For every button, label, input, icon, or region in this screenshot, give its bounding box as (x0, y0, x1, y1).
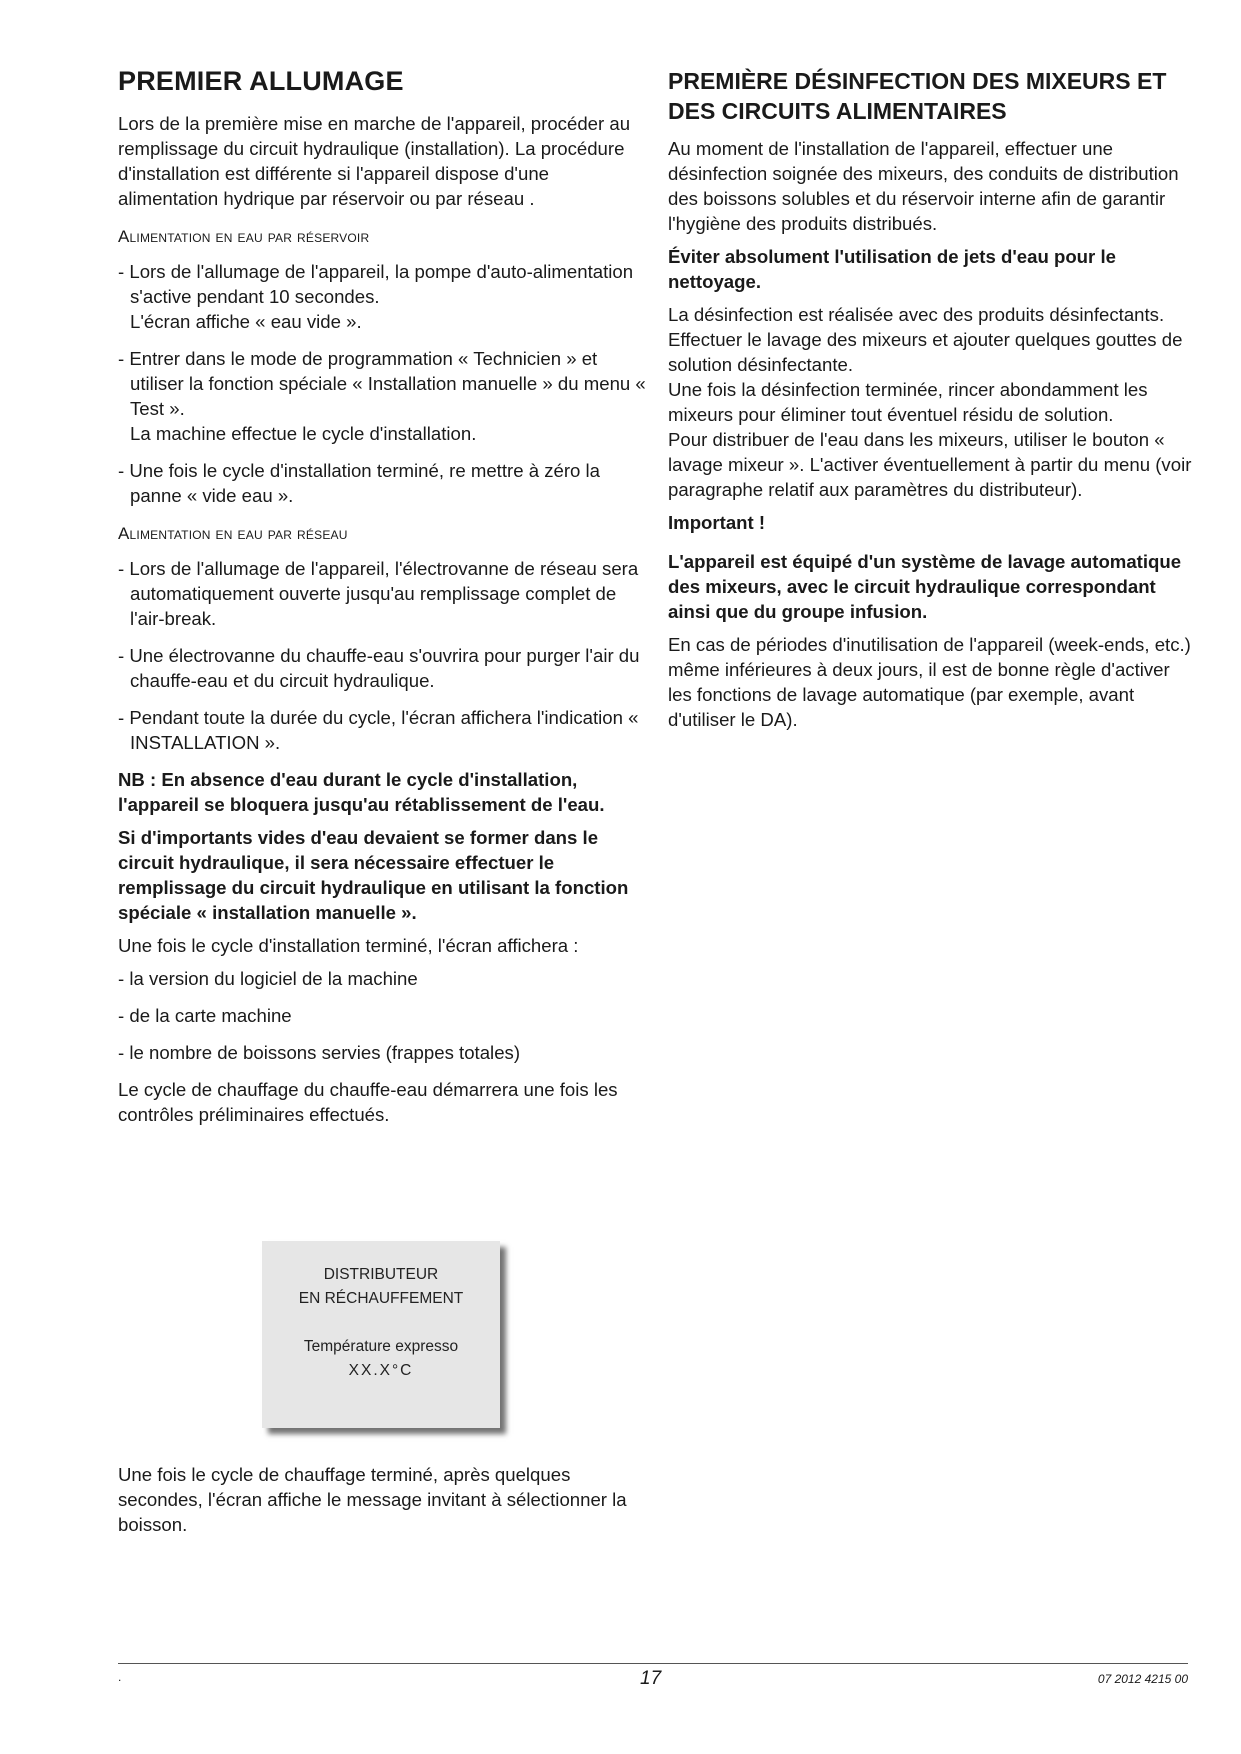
display-line-3: Température expresso (303, 1338, 459, 1355)
desinfection-rinse: Une fois la désinfection terminée, rincer abondamment les mixeurs pour éliminer tout éventuel résidu de solution. (668, 379, 1148, 425)
reservoir-steps (118, 259, 648, 508)
step-text: - Lors de l'allumage de l'appareil, la pompe d'auto-alimentation s'active pendant 10 secondes. (118, 261, 634, 307)
display-line-2: EN RÉCHAUFFEMENT (298, 1290, 464, 1307)
list-item: - la version du logiciel de la machine (118, 968, 418, 989)
inactivity-paragraph: En cas de périodes d'inutilisation de l'appareil (week-ends, etc.) même inférieures à deux jours, il est de bonne règle d'activer les fonctions de lavage automatique (par exemple, avant d'utiliser le DA). (668, 634, 1191, 730)
intro-paragraph: Lors de la première mise en marche de l'appareil, procéder au remplissage du circuit hydraulique (installation). La procédure d'installation est différente si l'appareil dispose d'une alimentation hydrique par réservoir ou par réseau . (118, 113, 631, 209)
subheading-reservoir: Alimentation en eau par réservoir (118, 227, 370, 246)
list-item: - le nombre de boissons servies (frappes totales) (118, 1042, 521, 1063)
warning-paragraph: Si d'importants vides d'eau devaient se former dans le circuit hydraulique, il sera nécessaire effectuer le remplissage du circuit hydraulique en utilisant la fonction spéciale « installation manuelle ». (118, 827, 629, 923)
list-item: - de la carte machine (118, 1005, 292, 1026)
right-column (668, 62, 1198, 740)
list-item: - Une fois le cycle d'installation terminé, re mettre à zéro la panne « vide eau ». (118, 460, 601, 506)
display-screen-illustration (262, 1241, 500, 1428)
section-title-desinfection: PREMIÈRE DÉSINFECTION DES MIXEURS ET DES CIRCUITS ALIMENTAIRES (668, 68, 1167, 124)
list-item: - Pendant toute la durée du cycle, l'écran affichera l'indication « INSTALLATION ». (118, 707, 639, 753)
desinfection-distribute: Pour distribuer de l'eau dans les mixeurs, utiliser le bouton « lavage mixeur ». L'activer éventuellement à partir du menu (voir paragraphe relatif aux paramètres du distributeur). (668, 429, 1192, 500)
display-line-4: XX.X°C (348, 1362, 414, 1379)
desinfection-products: La désinfection est réalisée avec des produits désinfectants. (668, 304, 1165, 325)
footer-dot: . (118, 1670, 122, 1684)
heating-paragraph: Le cycle de chauffage du chauffe-eau démarrera une fois les contrôles préliminaires effectués. (118, 1079, 618, 1125)
step-text: - Entrer dans le mode de programmation « Technicien » et utiliser la fonction spéciale « Installation manuelle » du menu « Test ». (118, 348, 646, 419)
section-title-premier-allumage: PREMIER ALLUMAGE (118, 66, 404, 96)
after-install-paragraph: Une fois le cycle d'installation terminé, l'écran affichera : (118, 935, 579, 956)
list-item (118, 346, 648, 446)
auto-wash-paragraph: L'appareil est équipé d'un système de lavage automatique des mixeurs, avec le circuit hydraulique correspondant ainsi que du groupe infusion. (668, 551, 1182, 622)
step-note: L'écran affiche « eau vide ». (130, 311, 362, 332)
document-code: 07 2012 4215 00 (1097, 1672, 1188, 1686)
list-item: - Lors de l'allumage de l'appareil, l'électrovanne de réseau sera automatiquement ouverte jusqu'au remplissage complet de l'air-break. (118, 558, 639, 629)
desinfection-intro: Au moment de l'installation de l'appareil, effectuer une désinfection soignée des mixeurs, des conduits de distribution des boissons solubles et du réservoir interne afin de garantir l'hygiène des produits distribués. (668, 138, 1179, 234)
desinfection-wash: Effectuer le lavage des mixeurs et ajouter quelques gouttes de solution désinfectante. (668, 329, 1183, 375)
list-item: - Une électrovanne du chauffe-eau s'ouvrira pour purger l'air du chauffe-eau et du circuit hydraulique. (118, 645, 640, 691)
page-number: 17 (640, 1668, 662, 1689)
important-label: Important ! (668, 512, 766, 533)
footer-divider (118, 1663, 1188, 1664)
final-paragraph: Une fois le cycle de chauffage terminé, après quelques secondes, l'écran affiche le message invitant à sélectionner la boisson. (118, 1464, 627, 1535)
nb-note: NB : En absence d'eau durant le cycle d'installation, l'appareil se bloquera jusqu'au rétablissement de l'eau. (118, 769, 605, 815)
display-info-list (118, 966, 648, 1065)
display-line-1: DISTRIBUTEUR (323, 1266, 439, 1283)
step-note: La machine effectue le cycle d'installation. (130, 423, 477, 444)
left-column (118, 62, 648, 1135)
reseau-steps (118, 556, 648, 755)
list-item (118, 259, 648, 334)
subheading-reseau: Alimentation en eau par réseau (118, 524, 348, 543)
warning-water-jets: Éviter absolument l'utilisation de jets d'eau pour le nettoyage. (668, 246, 1116, 292)
